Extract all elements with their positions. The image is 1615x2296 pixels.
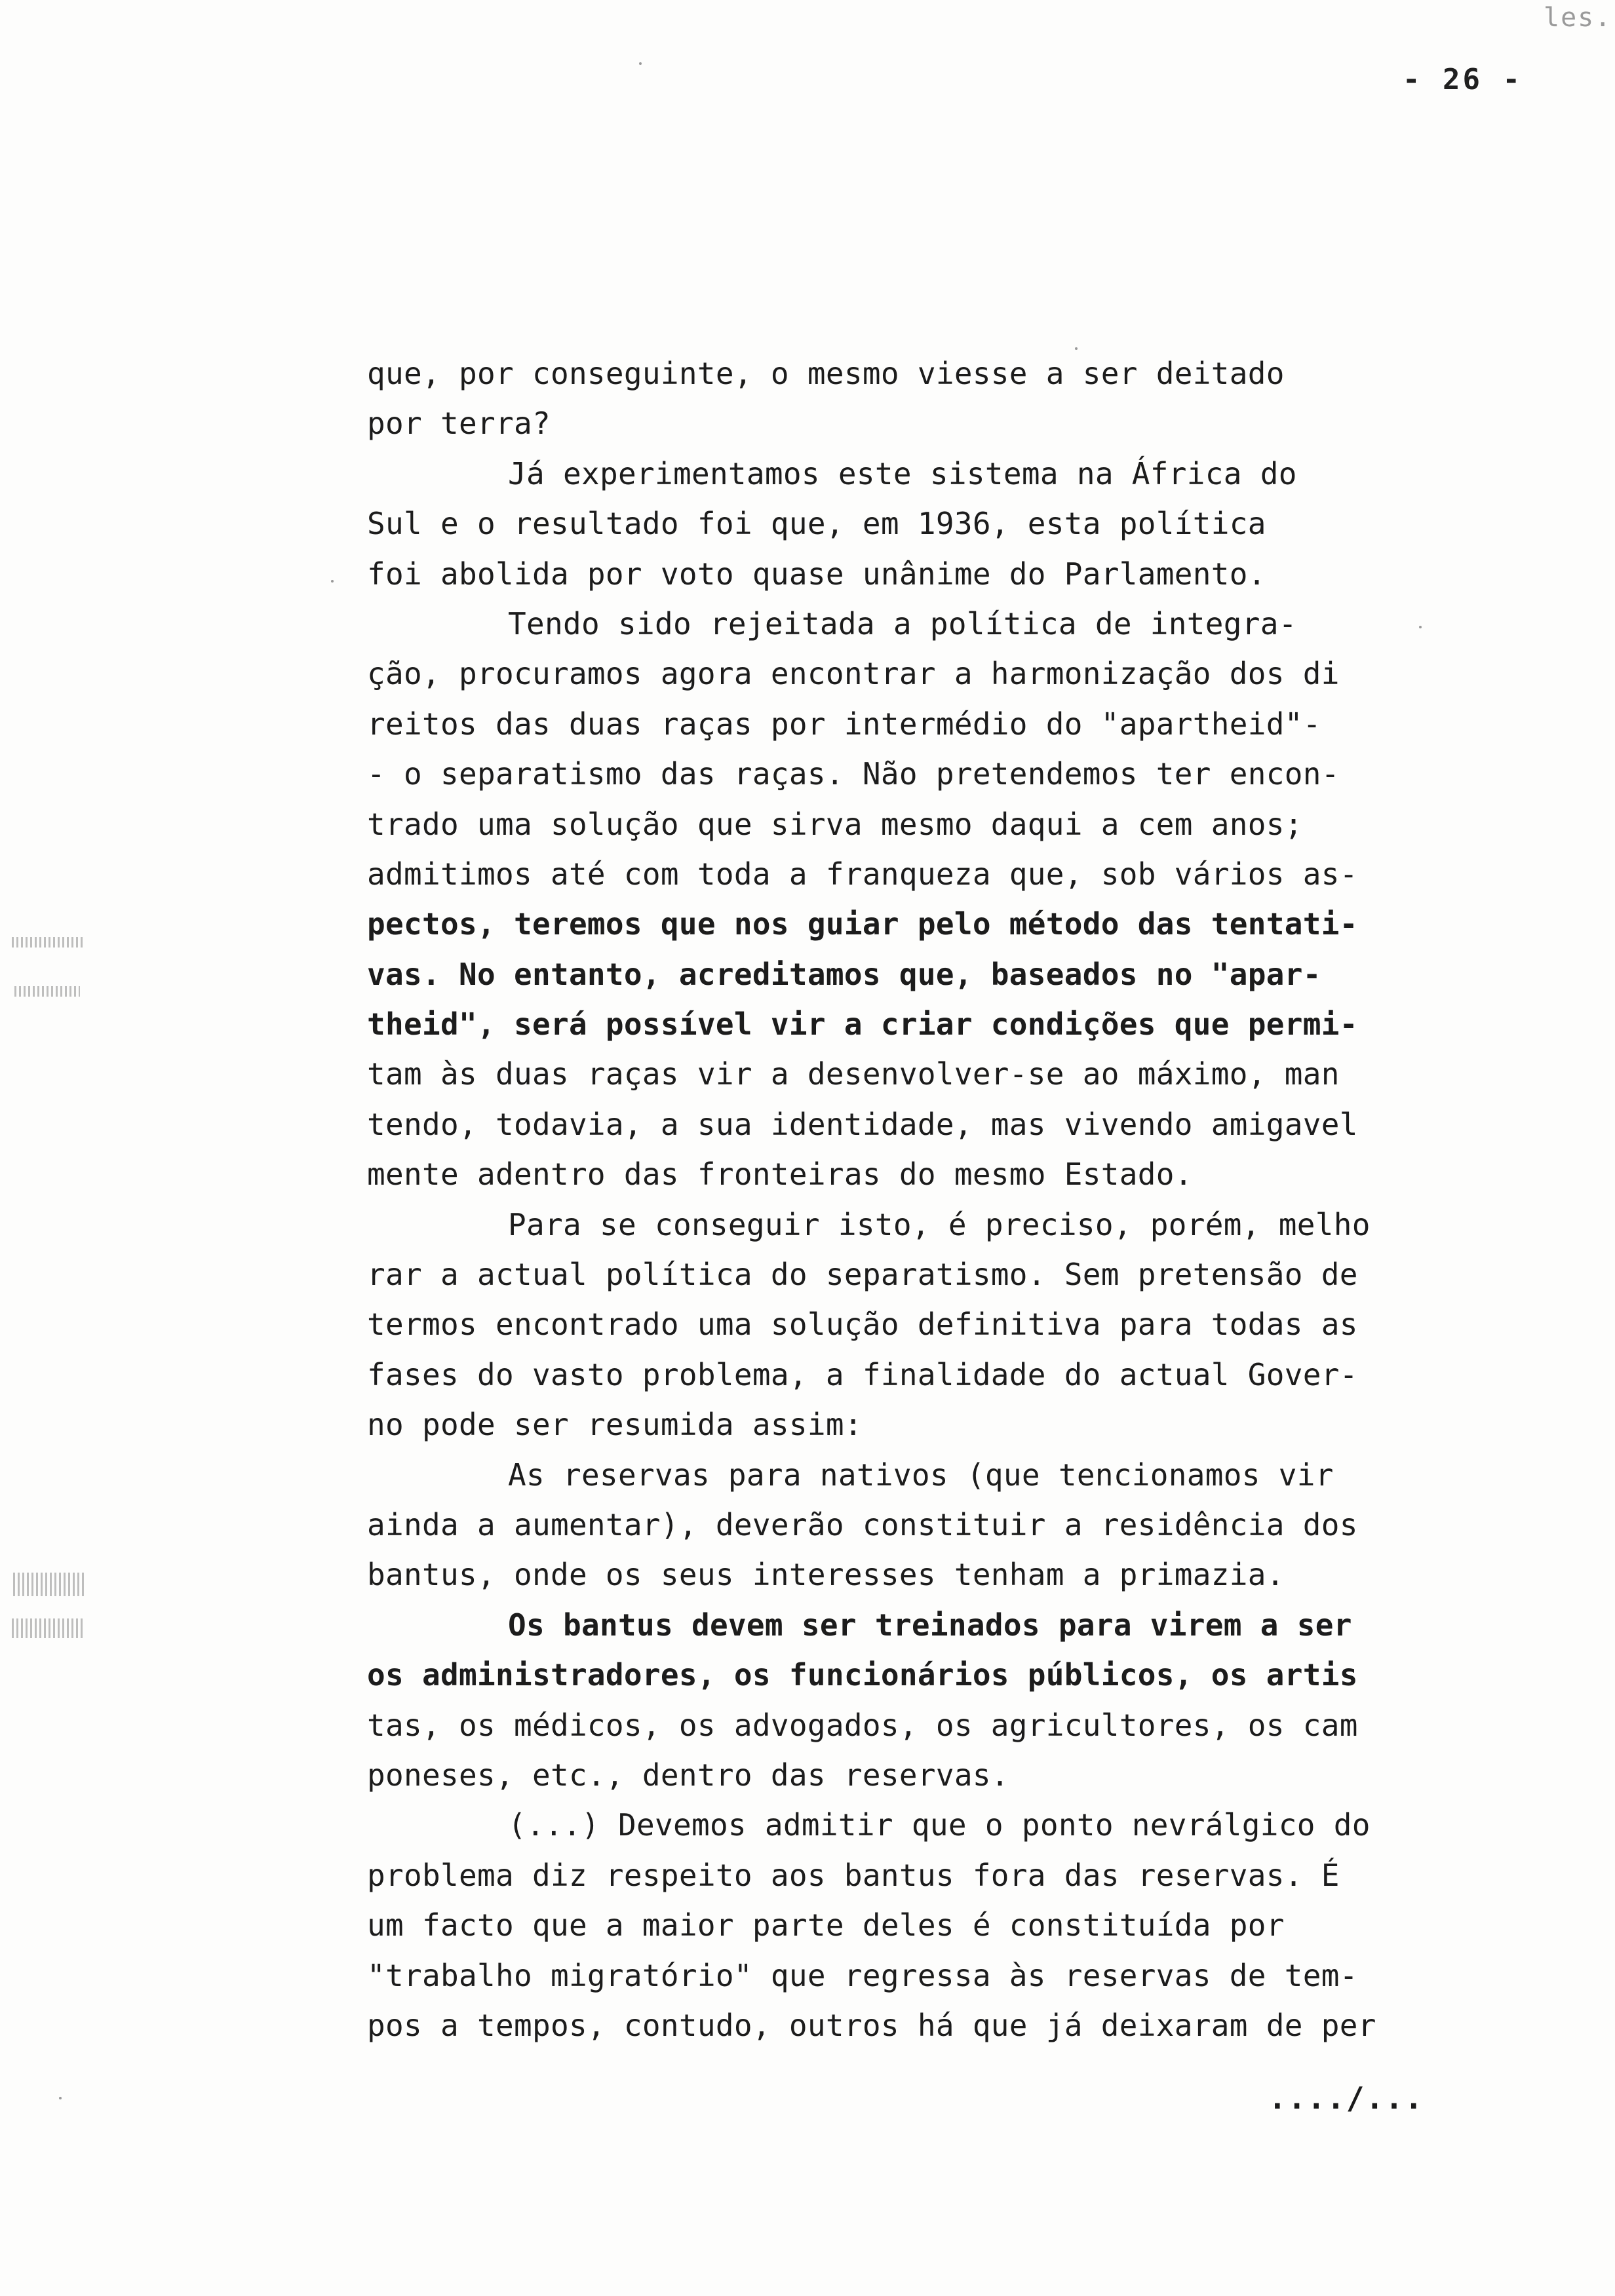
text-line: pectos, teremos que nos guiar pelo método das tentati-	[367, 906, 1358, 942]
scan-dot	[639, 62, 642, 65]
scan-dot	[331, 580, 334, 583]
scan-dot	[1419, 626, 1422, 628]
text-line: theid", será possível vir a criar condições que permi-	[367, 1006, 1358, 1043]
text-line: admitimos até com toda a franqueza que, sob vários as-	[367, 856, 1358, 892]
text-line: "trabalho migratório" que regressa às reservas de tem-	[367, 1957, 1358, 1993]
scan-artifact	[13, 1573, 85, 1596]
text-line: trado uma solução que sirva mesmo daqui a cem anos;	[367, 806, 1303, 842]
text-line: reitos das duas raças por intermédio do "apartheid"-	[367, 706, 1321, 742]
text-line: tendo, todavia, a sua identidade, mas vivendo amigavel	[367, 1106, 1358, 1142]
text-line: (...) Devemos admitir que o ponto nevrálgico do	[508, 1807, 1371, 1843]
scan-artifact	[14, 986, 80, 997]
scan-dot	[59, 2097, 62, 2099]
text-line: Tendo sido rejeitada a política de integra-	[508, 605, 1297, 641]
text-line: ainda a aumentar), deverão constituir a residência dos	[367, 1506, 1358, 1542]
text-line: problema diz respeito aos bantus fora das reservas. É	[367, 1857, 1340, 1893]
text-line: mente adentro das fronteiras do mesmo Estado.	[367, 1157, 1193, 1193]
text-line: poneses, etc., dentro das reservas.	[367, 1757, 1009, 1793]
text-line: - o separatismo das raças. Não pretendemos ter encon-	[367, 756, 1340, 792]
text-line: tas, os médicos, os advogados, os agricultores, os cam	[367, 1707, 1358, 1743]
text-line: que, por conseguinte, o mesmo viesse a ser deitado	[367, 356, 1285, 391]
body-text	[367, 349, 1468, 2050]
text-line: Os bantus devem ser treinados para virem a ser	[508, 1607, 1352, 1643]
scan-dot	[1075, 347, 1078, 350]
text-line: um facto que a maior parte deles é constituída por	[367, 1907, 1285, 1943]
text-line: no pode ser resumida assim:	[367, 1407, 863, 1443]
scan-artifact	[12, 937, 84, 947]
text-line: termos encontrado uma solução definitiva para todas as	[367, 1307, 1358, 1343]
text-line: bantus, onde os seus interesses tenham a primazia.	[367, 1557, 1285, 1593]
text-line: vas. No entanto, acreditamos que, baseados no "apar-	[367, 956, 1321, 992]
text-line: rar a actual política do separatismo. Sem pretensão de	[367, 1257, 1358, 1293]
text-line: As reservas para nativos (que tencionamos vir	[508, 1457, 1334, 1493]
scan-artifact	[12, 1618, 84, 1638]
text-line: tam às duas raças vir a desenvolver-se ao máximo, man	[367, 1056, 1340, 1092]
continuation-mark: ..../...	[1268, 2080, 1424, 2116]
text-line: Já experimentamos este sistema na África do	[508, 455, 1297, 491]
page-number: - 26 -	[1403, 63, 1523, 96]
text-line: os administradores, os funcionários públicos, os artis	[367, 1657, 1358, 1693]
text-line: ção, procuramos agora encontrar a harmonização dos di	[367, 656, 1340, 692]
corner-mark: les.	[1544, 3, 1612, 33]
text-line: Sul e o resultado foi que, em 1936, esta política	[367, 506, 1266, 542]
text-line: por terra?	[367, 406, 551, 442]
text-line: fases do vasto problema, a finalidade do actual Gover-	[367, 1356, 1358, 1392]
text-line: pos a tempos, contudo, outros há que já deixaram de per	[367, 2007, 1376, 2043]
text-line: foi abolida por voto quase unânime do Parlamento.	[367, 556, 1266, 592]
text-line: Para se conseguir isto, é preciso, porém, melho	[508, 1206, 1371, 1242]
